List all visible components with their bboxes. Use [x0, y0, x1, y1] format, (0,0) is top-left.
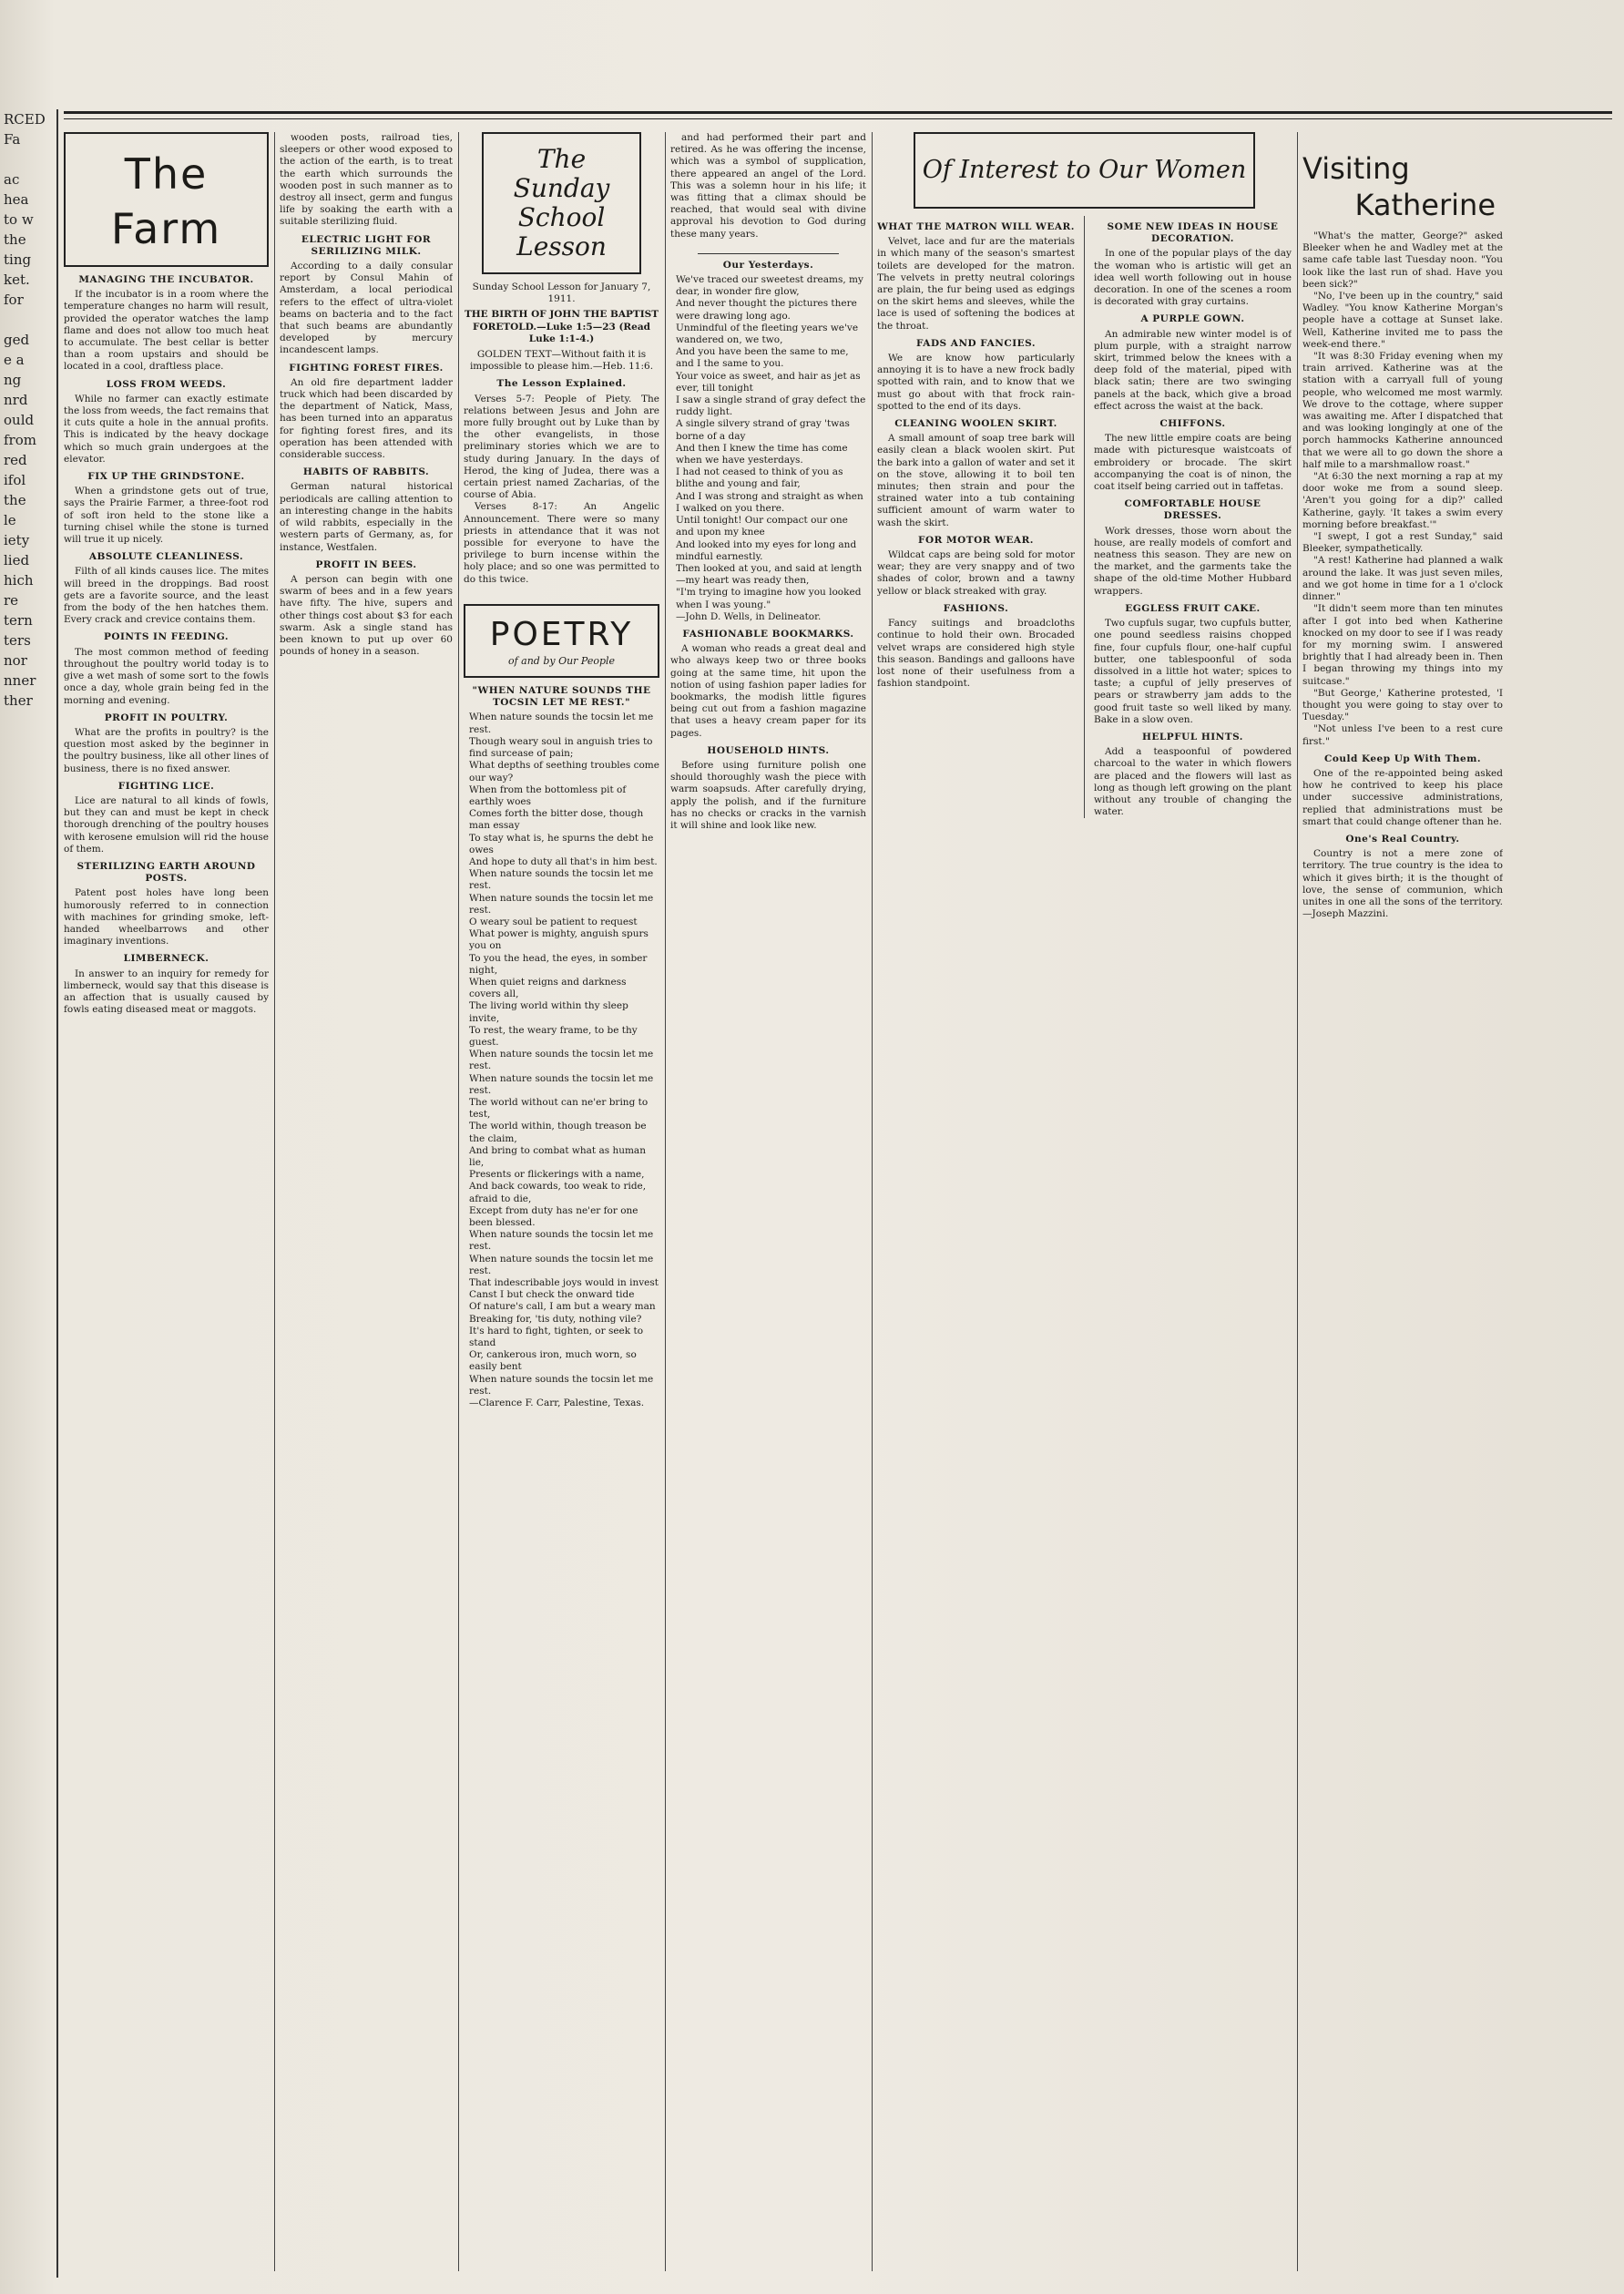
heading-real-country: One's Real Country. [1345, 833, 1460, 845]
article-fads: We are know how particularly annoying it is to have a new frock badly spotted with rain, and to know that we must go about with that frock rain-spotted to the end of its days. [877, 353, 1075, 412]
stub-line: ng [4, 372, 22, 388]
heading-sterilizing: STERILIZING EARTH AROUND POSTS. [77, 860, 256, 885]
heading-grindstone: FIX UP THE GRINDSTONE. [87, 471, 245, 483]
poem-line: —Clarence F. Carr, Palestine, Texas. [469, 1398, 645, 1409]
women-masthead [914, 132, 1255, 209]
poem-line: Then looked at you, and said at length—my heart was ready then, [676, 562, 863, 587]
top-rule-thin [64, 118, 1612, 119]
heading-fashions: FASHIONS. [943, 602, 1009, 614]
stub-line: ould [4, 412, 35, 428]
women-section [877, 132, 1292, 2271]
story-paragraph: "I swept, I got a rest Sunday," said Bleeker, sympathetically. [1302, 531, 1503, 555]
stub-line: from [4, 432, 36, 448]
article-weeds: While no farmer can exactly estimate the loss from weeds, the fact remains that it cuts quite a hole in the annual profits. This is indicated by the heavy dockage which so much grain undergoes at the elevator. [64, 393, 269, 465]
article-fruit-cake: Two cupfuls sugar, two cupfuls butter, one pound seedless raisins chopped fine, four cupfuls flour, one-half cupful butter, one tablespoonful of soda dissolved in a little hot water; spices to taste; a cupful of jelly preserves of pears or strawberry jam adds to the good fruit taste so well liked by many. Bake in a slow oven. [1093, 618, 1292, 725]
poem-line: When nature sounds the tocsin let me rest. [469, 868, 654, 892]
visiting-column [1302, 132, 1503, 2271]
stub-line: lied [4, 552, 30, 568]
stub-line: tern [4, 612, 33, 629]
article-chiffons: The new little empire coats are being made with picturesque waistcoats of embroidery or brocade. The skirt accompanying the coat is of ninon, the coat itself being carried out in taffetas. [1093, 433, 1292, 493]
poem-line: When nature sounds the tocsin let me rest. [469, 1229, 654, 1253]
lesson-masthead [482, 132, 641, 274]
column-rule [274, 132, 275, 2271]
heading-matron: WHAT THE MATRON WILL WEAR. [877, 221, 1075, 232]
poem-line: And back cowards, too weak to ride, afraid to die, [469, 1181, 647, 1204]
stub-line: nor [4, 652, 27, 669]
article-house-dresses: Work dresses, those worn about the house, are really models of comfort and neatness this season. They are new on the market, and the garments take the shape of the old-time Mother Hubbard wrappers. [1093, 525, 1292, 597]
poem-line: Comes forth the bitter dose, though man essay [469, 808, 644, 832]
article-decoration: In one of the popular plays of the day the woman who is artistic will get an idea well worth following out in house decoration. In one of the scenes a room is decorated with gray curtains. [1093, 248, 1292, 308]
poem-yesterdays-title: Our Yesterdays. [722, 259, 814, 271]
poem-line: And looked into my eyes for long and mindful earnestly. [676, 538, 857, 562]
poem-line: And bring to combat what as human lie, [469, 1144, 646, 1168]
poem-line: Until tonight! Our compact our one and upon my knee [676, 515, 848, 538]
article-cleaning: A small amount of soap tree bark will easily clean a black woolen skirt. Put the bark into a gallon of water and set it on the stove, allowing it to boil ten minutes; then strain and pour the strained water into a tub containing sufficient amount of warm water to wash the skirt. [877, 433, 1075, 528]
stub-line [0, 711, 56, 731]
visiting-title-line1: Visiting [1302, 151, 1410, 186]
poem-line: Though weary soul in anguish tries to find surcease of pain; [469, 735, 653, 760]
poem-line: To stay what is, he spurns the debt he owes [469, 832, 654, 855]
farm-title: The Farm [110, 149, 222, 253]
poem-tocsin-title: "WHEN NATURE SOUNDS THE TOCSIN LET ME REST." [472, 685, 651, 709]
divider [698, 253, 839, 254]
poem-line: We've traced our sweetest dreams, my dear, in wonder fire glow, [676, 274, 863, 298]
poem-line: "I'm trying to imagine how you looked when I was young." [676, 587, 862, 610]
article-bookmarks: A woman who reads a great deal and who always keep two or three books going at the same time, hit upon the notion of using fashion paper ladies for bookmarks, the modish little figures being cut out from a fashion magazine that uses a heavy cream paper for its pages. [670, 643, 866, 739]
poem-line: When nature sounds the tocsin let me rest. [469, 1072, 654, 1096]
farm-column-1 [64, 132, 269, 2271]
article-household-hints: Before using furniture polish one should thoroughly wash the piece with warm soapsuds. After carefully drying, apply the polish, and if the furniture has no checks or cracks in the varnish it will shine and look like new. [670, 759, 866, 831]
heading-household-hints: HOUSEHOLD HINTS. [707, 744, 830, 756]
article-lesson-explained: Verses 5-7: People of Piety. The relations between Jesus and John are more fully brought out by Luke than by the other evangelists, in those preliminary stories which we are to study during January. In the days of Herod, the king of Judea, there was a certain priest named Zacharias, of the course of Abia. [464, 393, 659, 501]
heading-lice: FIGHTING LICE. [117, 780, 215, 792]
article-motor: Wildcat caps are being sold for motor wear; they are very snappy and of two shades of color, brown and a tawny yellow or black streaked with gray. [877, 549, 1075, 597]
article-bees: A person can begin with one swarm of bees and in a few years have fifty. The hive, supers and other things cost about $3 for each swarm. Ask a single stand has been known to put up over 60 pounds of honey in a season. [280, 573, 453, 658]
stub-line: hich [4, 572, 34, 589]
stub-line: the [4, 492, 26, 508]
heading-chiffons: CHIFFONS. [1159, 418, 1226, 430]
poem-line: Of nature's call, I am but a weary man [469, 1301, 656, 1313]
poem-line: To rest, the weary frame, to be thy guest. [469, 1024, 638, 1048]
story-paragraph: "At 6:30 the next morning a rap at my door woke me from a sound sleep. 'Aren't you going for a dip?' called Katherine, gayly. 'It takes a swim every morning before breakfast.'" [1302, 471, 1503, 530]
stub-line: ting [4, 251, 32, 268]
poem-line: I had not ceased to think of you as blithe and young and fair, [676, 466, 843, 490]
stub-line: the [4, 231, 26, 248]
lesson-column [464, 132, 659, 2271]
poem-line: When from the bottomless pit of earthly woes [469, 783, 627, 807]
stub-line [0, 149, 56, 169]
poem-line: The world without can ne'er bring to test, [469, 1096, 649, 1121]
poem-line: The living world within thy sleep invite, [469, 1000, 628, 1024]
heading-cleanliness: ABSOLUTE CLEANLINESS. [88, 551, 244, 563]
poem-line: Presents or flickerings with a name, [469, 1169, 645, 1181]
story-paragraph: "It was 8:30 Friday evening when my train arrived. Katherine was at the station with a carryall full of young people, who welcomed me most warmly. We drove to the cottage, where supper was awaiting me. After I dispatched that and was looking longingly at one of the porch hammocks Katherine announced that we were all to go down the shore a half mile to a marshmallow roast." [1302, 351, 1503, 470]
stub-line: le [4, 512, 16, 528]
story-paragraph: "A rest! Katherine had planned a walk around the lake. It was just seven miles, and we got home in time for a 1 o'clock dinner." [1302, 555, 1503, 603]
column-rule [872, 132, 873, 2271]
stub-line: RCED [4, 111, 46, 128]
column-rule [1084, 216, 1085, 818]
article-lice: Lice are natural to all kinds of fowls, but they can and must be kept in check thorough drenching of the poultry houses with kerosene emulsion will rid the house of them. [64, 794, 269, 855]
poem-line: O weary soul be patient to request [469, 916, 638, 927]
stub-line: Fa [4, 131, 21, 148]
heading-keep-up: Could Keep Up With Them. [1323, 753, 1482, 764]
heading-forest-fires: FIGHTING FOREST FIRES. [289, 362, 444, 374]
poem-line: To you the head, the eyes, in somber night, [469, 952, 648, 976]
story-paragraph: "No, I've been up in the country," said Wadley. "You know Katherine Morgan's people have a cottage at Sunset lake. Well, Katherine invited me to pass the week-end there." [1302, 291, 1503, 350]
story-paragraph: "But George,' Katherine protested, 'I thought you were going to stay over to Tuesday." [1302, 687, 1503, 723]
article-incubator: If the incubator is in a room where the temperature changes no harm will result, provided the operator watches the lamp flame and does not allow too much heat to accumulate. The best cellar is better than a room upstairs and should be located in a cool, draftless place. [64, 289, 269, 373]
heading-incubator: MANAGING THE INCUBATOR. [78, 274, 254, 285]
poetry-title: POETRY [489, 615, 634, 653]
heading-feeding: POINTS IN FEEDING. [103, 631, 230, 643]
poem-line: What power is mighty, anguish spurs you on [469, 928, 649, 952]
poem-line: Your voice as sweet, and hair as jet as ever, till tonight [676, 370, 861, 394]
poem-line: And you have been the same to me, and I the same to you. [676, 346, 849, 370]
stub-line: nrd [4, 392, 28, 408]
article-rabbits: German natural historical periodicals are calling attention to an interesting change in the habits of wild rabbits, especially in the western parts of Germany, as, for instance, Westfalen. [280, 481, 453, 553]
article-limberneck: In answer to an inquiry for remedy for limberneck, would say that this disease is an affection that is usually caused by fowls eating diseased meat or maggots. [64, 968, 269, 1016]
article-helpful-hints: Add a teaspoonful of powdered charcoal to the water in which flowers are placed and the flowers will last as long as though left growing on the plant without any trouble of changing the water. [1093, 746, 1292, 818]
poem-line: Except from duty has ne'er for one been blessed. [469, 1204, 638, 1229]
article-purple-gown: An admirable new winter model is of plum purple, with a straight narrow skirt, trimmed below the knees with a deep fold of the material, piped with black satin; there are two swinging panels at the back, which give a broad effect across the waist at the back. [1093, 328, 1292, 412]
stub-line [0, 310, 56, 330]
poem-line: Breaking for, 'tis duty, nothing vile? [469, 1313, 642, 1325]
poetry-masthead [464, 604, 659, 678]
poem-line: Unmindful of the fleeting years we've wandered on, we two, [676, 322, 859, 346]
farm-column-2 [280, 132, 453, 2271]
heading-fruit-cake: EGGLESS FRUIT CAKE. [1125, 602, 1261, 614]
stub-line: ifol [4, 472, 26, 488]
article-grindstone: When a grindstone gets out of true, says the Prairie Farmer, a three-foot rod of soft iron held to the stone like a turning chisel while the stone is turned will true it up nicely. [64, 486, 269, 546]
article-cleanliness: Filth of all kinds causes lice. The mites will breed in the droppings. Bad roost gets are a favorite source, and the least from the body of the hen hatches them. Every crack and crevice contains them. [64, 566, 269, 626]
heading-decoration: SOME NEW IDEAS IN HOUSE DECORATION. [1107, 221, 1279, 245]
poem-line: What depths of seething troubles come our way? [469, 760, 659, 783]
heading-motor: FOR MOTOR WEAR. [918, 534, 1034, 546]
stub-line: for [4, 292, 24, 308]
column-rule [665, 132, 666, 2271]
poem-line: That indescribable joys would in invest [469, 1277, 659, 1289]
poem-line: Canst I but check the onward tide [469, 1289, 635, 1301]
lesson-title: The Sunday School Lesson [513, 144, 610, 261]
poem-line: A single silvery strand of gray 'twas borne of a day [676, 418, 850, 442]
visiting-masthead [1302, 132, 1503, 230]
article-profit-poultry: What are the profits in poultry? is the question most asked by the beginner in the poultry business, like all other lines of business, there is no fixed answer. [64, 726, 269, 774]
women-column-right [1094, 216, 1292, 818]
women-title: Of Interest to Our Women [922, 156, 1247, 184]
lesson-continued-column [670, 132, 866, 2271]
stub-line: ged [4, 332, 30, 348]
stub-line: hea [4, 191, 29, 208]
article-wooden-posts: wooden posts, railroad ties, sleepers or other wood exposed to the action of the earth, is to treat the earth which surrounds the wooden post in such manner as to destroy all insect, germ and fungus life by soaking the earth with a suitable sterilizing fluid. [280, 132, 453, 228]
heading-bookmarks: FASHIONABLE BOOKMARKS. [682, 628, 854, 640]
article-real-country: Country is not a mere zone of territory. The true country is the idea to which it gives birth; it is the thought of love, the sense of communion, which unites in one all the sons of the territory.—Joseph Mazzini. [1302, 848, 1503, 920]
article-feeding: The most common method of feeding throughout the poultry world today is to give a wet mash of some sort to the fowls once a day, whole grain being fed in the morning and evening. [64, 646, 269, 706]
heading-lesson-explained: The Lesson Explained. [496, 378, 627, 390]
stub-line: to w [4, 211, 34, 228]
poem-line: Or, cankerous iron, much worn, so easily bent [469, 1349, 637, 1373]
adjacent-column-stub [0, 109, 58, 2278]
poem-line: When quiet reigns and darkness covers all, [469, 976, 627, 1000]
top-rule [64, 111, 1612, 114]
heading-limberneck: LIMBERNECK. [123, 953, 209, 965]
article-fashions: Fancy suitings and broadcloths continue to hold their own. Brocaded velvet wraps are considered high style this season. Bandings and galloons have lost none of their usefulness from a fashion standpoint. [877, 618, 1075, 690]
stub-line: ters [4, 632, 31, 649]
poem-line: When nature sounds the tocsin let me rest. [469, 1253, 654, 1276]
article-matron: Velvet, lace and fur are the materials in which many of the season's smartest toilets are developed for the matron. The velvets in pretty neutral colorings are plain, the fur being used as edgings on the skirt hems and sleeves, while the lace is used of softening the bodices at the throat. [877, 236, 1075, 332]
column-rule [458, 132, 459, 2271]
stub-line: ther [4, 692, 33, 709]
poem-line: When nature sounds the tocsin let me rest. [469, 712, 654, 735]
heading-house-dresses: COMFORTABLE HOUSE DRESSES. [1124, 498, 1261, 522]
article-electric-light: According to a daily consular report by Consul Mahin of Amsterdam, a local periodical refers to the effect of ultra-violet beams on bacteria and to the fact that such beams are abundantly developed by mercury incandescent lamps. [280, 261, 453, 356]
article-lesson-verses: Verses 8-17: An Angelic Announcement. There were so many priests in attendance that it was not possible for everyone to have the privilege to burn incense within the holy place; and so one was permitted to do this twice. [464, 501, 659, 585]
poem-line: And hope to duty all that's in him best. [469, 855, 658, 867]
stub-line: re [4, 592, 19, 609]
lesson-date: Sunday School Lesson for January 7, 1911. [472, 282, 651, 305]
story-paragraph: "It didn't seem more than ten minutes after I got into bed when Katherine knocked on my door to see if I was ready for my morning swim. I answered brightly that I had already been in. Then I began throwing my things into my suitcase." [1302, 603, 1503, 687]
poem-line: And then I knew the time has come when we have yesterdays. [676, 442, 848, 466]
heading-fads: FADS AND FANCIES. [915, 337, 1037, 349]
story-paragraph: "What's the matter, George?" asked Bleeker when he and Wadley met at the same cafe table last Tuesday noon. "You look like the last run of shad. Have you been sick?" [1302, 230, 1503, 290]
heading-helpful-hints: HELPFUL HINTS. [1142, 731, 1243, 742]
article-sterilizing: Patent post holes have long been humorously referred to in connection with machines for grinding smoke, left-handed wheelbarrows and other imaginary inventions. [64, 887, 269, 947]
women-column-left [877, 216, 1075, 818]
poetry-subtitle: of and by Our People [507, 654, 616, 667]
heading-electric-light: ELECTRIC LIGHT FOR SERILIZING MILK. [301, 233, 432, 257]
lesson-subject: THE BIRTH OF JOHN THE BAPTIST FORETOLD.—Luke 1:5—23 (Read Luke 1:1-4.) [464, 309, 659, 344]
poem-line: When nature sounds the tocsin let me rest. [469, 1049, 654, 1072]
poem-tocsin [464, 712, 659, 1409]
article-keep-up: One of the re-appointed being asked how he contrived to keep his place under successive administrations, replied that administrations must be smart that could change oftener than he. [1302, 767, 1503, 827]
heading-weeds: LOSS FROM WEEDS. [106, 378, 227, 390]
poem-line: And I was strong and straight as when I walked on you there. [676, 490, 863, 514]
stub-line: red [4, 452, 27, 468]
heading-bees: PROFIT IN BEES. [315, 558, 417, 570]
poem-line: The world within, though treason be the claim, [469, 1121, 647, 1144]
article-forest-fires: An old fire department ladder truck which had been discarded by the department of Natick, Mass, has been turned into an apparatus for fighting forest fires, and its operation has been attended with considerable success. [280, 376, 453, 461]
poem-line: I saw a single strand of gray defect the ruddy light. [676, 394, 866, 418]
farm-masthead [64, 132, 269, 267]
article-lesson-continued: and had performed their part and retired. As he was offering the incense, which was a symbol of supplication, there appeared an angel of the Lord. This was a solemn hour in his life; it was fitting that a climax should be reached, that would seal with divine approval his devotion to God during these many years. [670, 132, 866, 240]
visiting-title-line2: Katherine [1354, 188, 1496, 222]
stub-line: ket. [4, 271, 30, 288]
poem-line: When nature sounds the tocsin let me rest. [469, 1373, 654, 1397]
heading-rabbits: HABITS OF RABBITS. [302, 466, 430, 478]
story-paragraph: "Not unless I've been to a rest cure first." [1302, 723, 1503, 747]
stub-line: e a [4, 352, 25, 368]
column-rule [1297, 132, 1298, 2271]
poem-yesterdays [670, 274, 866, 623]
stub-line: ac [4, 171, 20, 188]
stub-line: nner [4, 672, 36, 689]
poem-line: And never thought the pictures there were drawing long ago. [676, 298, 857, 322]
poem-line: When nature sounds the tocsin let me rest. [469, 892, 654, 916]
poem-line: —John D. Wells, in Delineator. [676, 610, 822, 622]
heading-profit-poultry: PROFIT IN POULTRY. [104, 712, 229, 723]
golden-text: GOLDEN TEXT—Without faith it is impossible to please him.—Heb. 11:6. [469, 349, 654, 373]
heading-cleaning: CLEANING WOOLEN SKIRT. [894, 418, 1057, 430]
stub-line: iety [4, 532, 30, 548]
poem-line: It's hard to fight, tighten, or seek to stand [469, 1325, 644, 1349]
heading-purple-gown: A PURPLE GOWN. [1140, 313, 1245, 325]
